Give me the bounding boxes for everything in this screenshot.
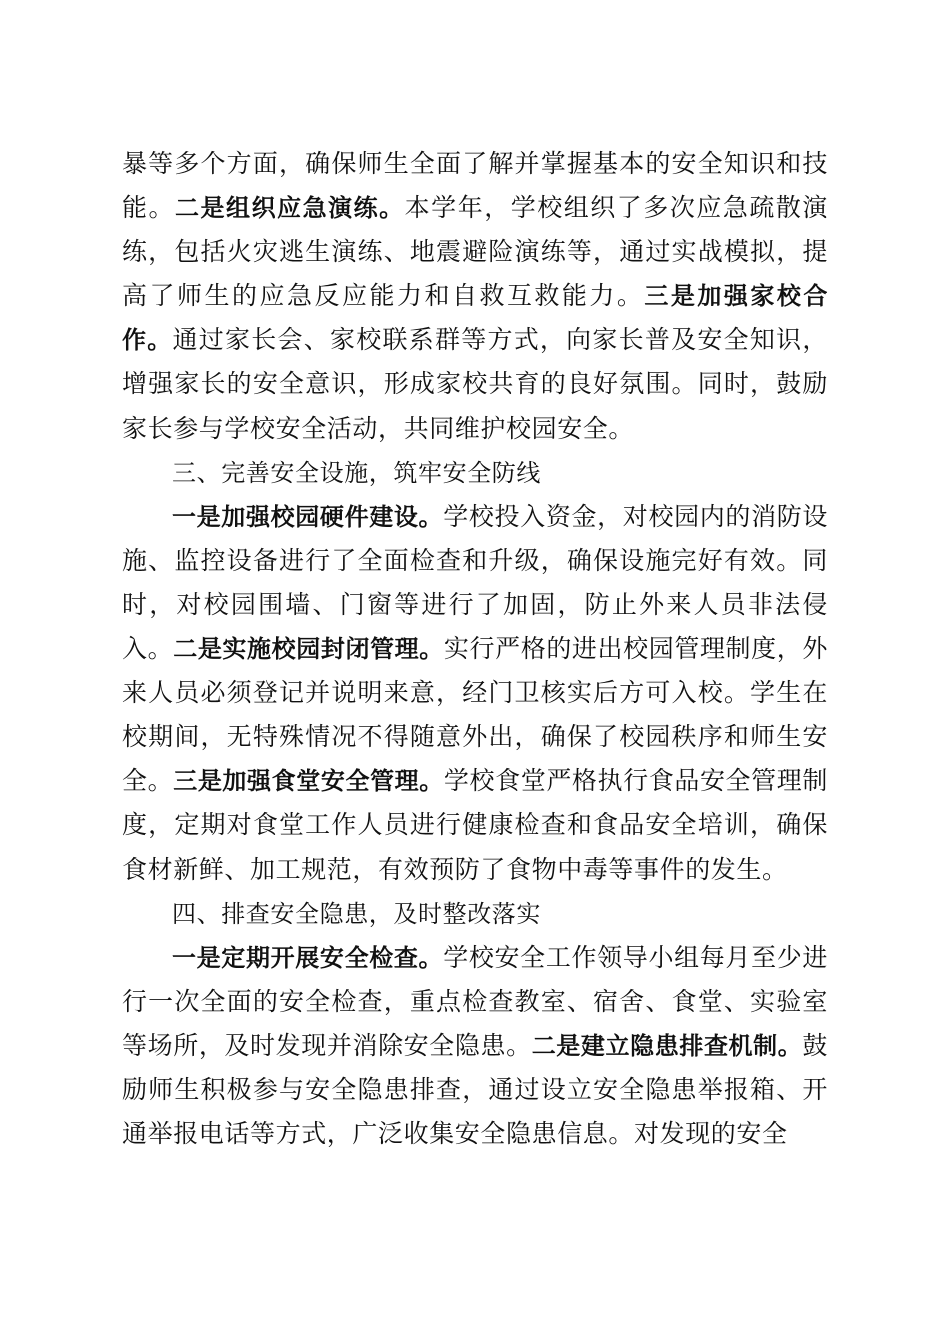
bold-lead-canteen: 三是加强食堂安全管理。 <box>173 767 444 796</box>
document-body <box>122 142 828 1156</box>
text-segment: 学校安全工作领导小组每月至少进行一次全面的安全检查，重点检查教室、宿舍、食堂、实验室等场所，及时发现并消除安全隐患。 <box>122 942 828 1060</box>
paragraph-hazard-inspection <box>122 936 828 1156</box>
text-segment: 学校投入资金，对校园内的消防设施、监控设备进行了全面检查和升级，确保设施完好有效。同时，对校园围墙、门窗等进行了加固，防止外来人员非法侵入。 <box>122 501 828 664</box>
text-segment: 本学年，学校组织了多次应急疏散演练，包括火灾逃生演练、地震避险演练等，通过实战模拟，提高了师生的应急反应能力和自救互救能力。 <box>122 193 828 311</box>
text-segment: 实行严格的进出校园管理制度，外来人员必须登记并说明来意，经门卫核实后方可入校。学生在校期间，无特殊情况不得随意外出，确保了校园秩序和师生安全。 <box>122 634 828 796</box>
text-segment: 暴等多个方面，确保师生全面了解并掌握基本的安全知识和技能。 <box>122 149 828 223</box>
bold-lead-regular-checks: 一是定期开展安全检查。 <box>172 943 444 972</box>
paragraph-safety-education <box>122 142 828 451</box>
section-heading-3: 三、完善安全设施，筑牢安全防线 <box>172 458 541 487</box>
bold-lead-home-school: 三是加强家校合作。 <box>122 282 828 355</box>
bold-lead-closed-management: 二是实施校园封闭管理。 <box>173 635 444 664</box>
bold-lead-hazard-mechanism: 二是建立隐患排查机制。 <box>531 1031 803 1060</box>
text-segment: 通过家长会、家校联系群等方式，向家长普及安全知识，增强家长的安全意识，形成家校共育的良好氛围。同时，鼓励家长参与学校安全活动，共同维护校园安全。 <box>122 325 828 443</box>
text-segment: 鼓励师生积极参与安全隐患排查，通过设立安全隐患举报箱、开通举报电话等方式，广泛收集安全隐患信息。对发现的安全 <box>122 1030 828 1149</box>
section-heading-4: 四、排查安全隐患，及时整改落实 <box>172 899 541 928</box>
text-segment: 学校食堂严格执行食品安全管理制度，定期对食堂工作人员进行健康检查和食品安全培训，确保食材新鲜、加工规范，有效预防了食物中毒等事件的发生。 <box>122 766 828 884</box>
bold-lead-emergency-drills: 二是组织应急演练。 <box>175 194 405 223</box>
paragraph-safety-facilities <box>122 495 828 892</box>
bold-lead-hardware: 一是加强校园硬件建设。 <box>172 502 444 531</box>
